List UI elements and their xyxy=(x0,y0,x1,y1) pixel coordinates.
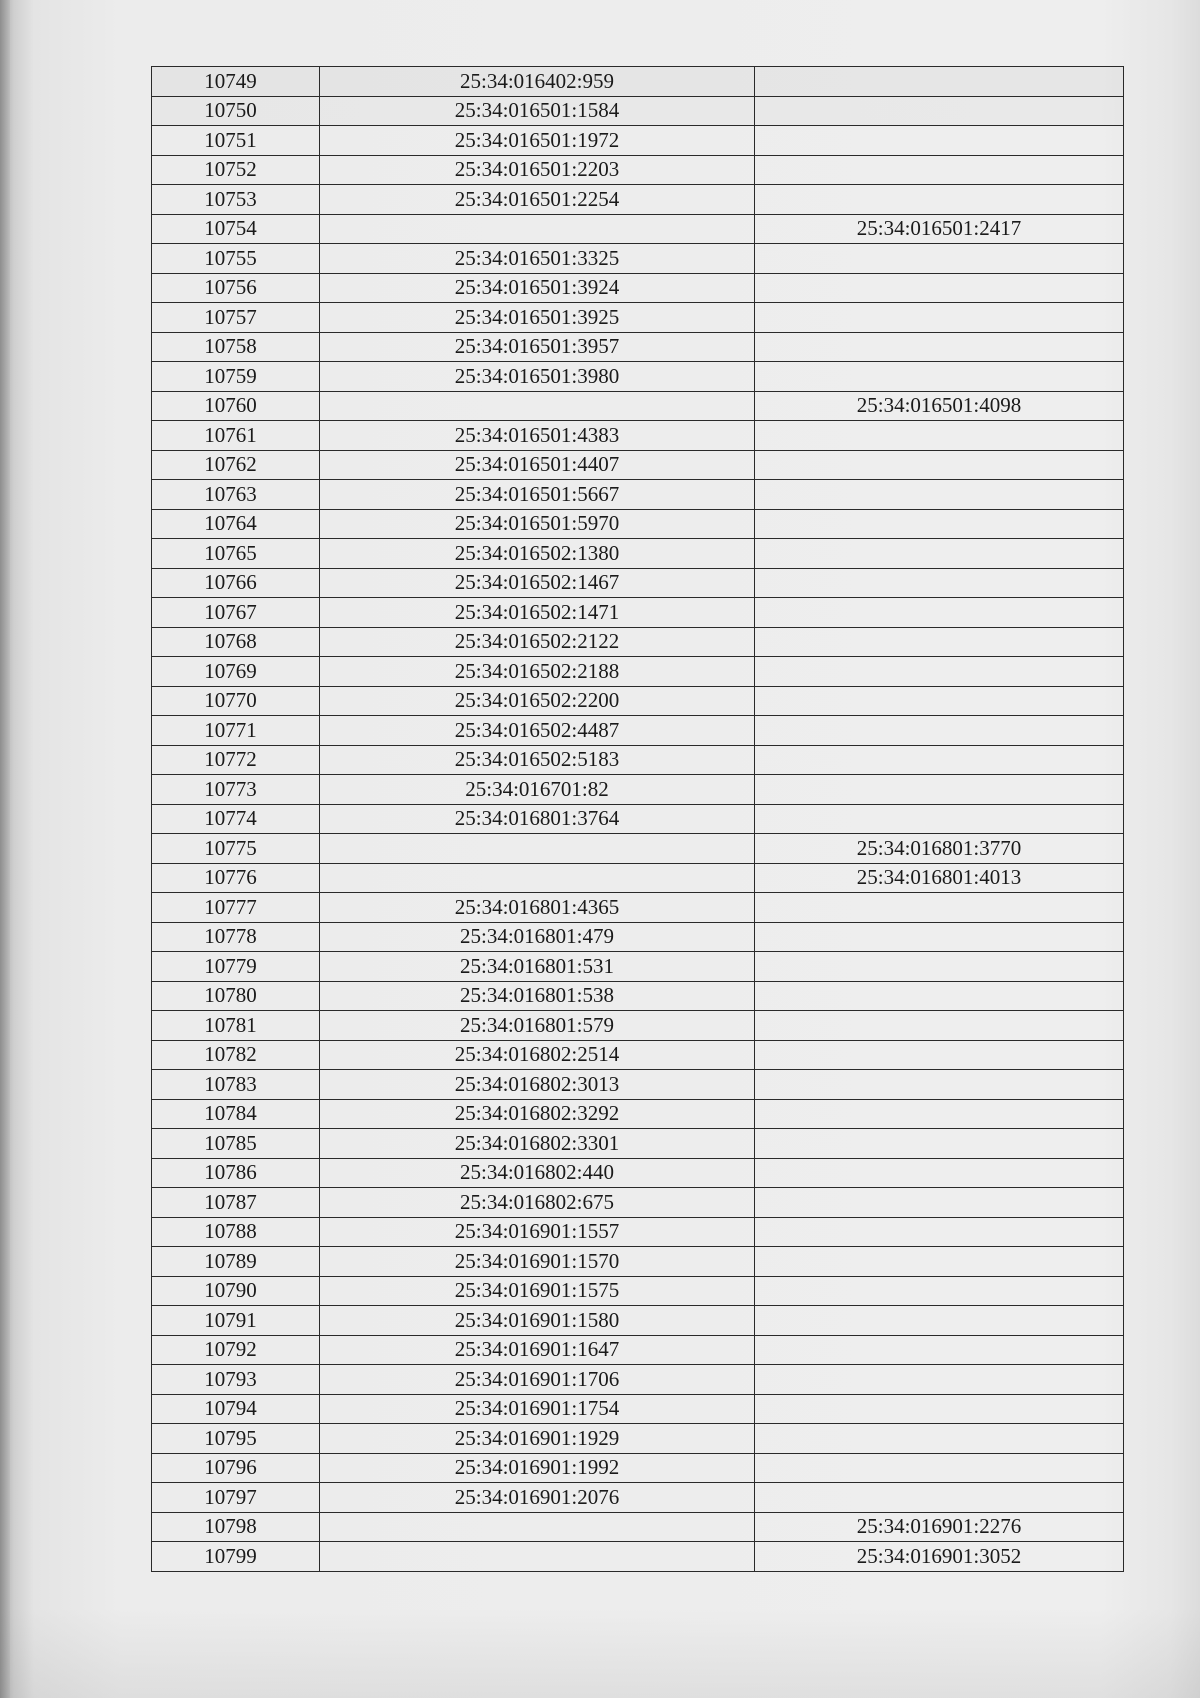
table-row xyxy=(152,332,1124,362)
cadastral-number-cell: 25:34:016801:531 xyxy=(320,952,755,982)
cadastral-number-cell: 25:34:016502:1471 xyxy=(320,598,755,628)
cadastral-number-alt-cell: 25:34:016801:4013 xyxy=(755,863,1124,893)
table-row xyxy=(152,126,1124,156)
cadastral-number-alt-cell xyxy=(755,1453,1124,1483)
cadastral-number-alt-cell xyxy=(755,1099,1124,1129)
table-row xyxy=(152,1365,1124,1395)
row-number-cell: 10796 xyxy=(152,1453,320,1483)
scan-shadow-edge xyxy=(0,0,10,1698)
cadastral-number-cell: 25:34:016501:5667 xyxy=(320,480,755,510)
cadastral-number-alt-cell xyxy=(755,480,1124,510)
table-row xyxy=(152,362,1124,392)
row-number-cell: 10794 xyxy=(152,1394,320,1424)
row-number-cell: 10766 xyxy=(152,568,320,598)
row-number-cell: 10751 xyxy=(152,126,320,156)
row-number-cell: 10773 xyxy=(152,775,320,805)
table-row xyxy=(152,1158,1124,1188)
table-row xyxy=(152,67,1124,97)
cadastral-number-alt-cell xyxy=(755,804,1124,834)
row-number-cell: 10753 xyxy=(152,185,320,215)
cadastral-number-alt-cell: 25:34:016901:2276 xyxy=(755,1512,1124,1542)
cadastral-number-alt-cell xyxy=(755,775,1124,805)
row-number-cell: 10749 xyxy=(152,67,320,97)
row-number-cell: 10754 xyxy=(152,214,320,244)
row-number-cell: 10783 xyxy=(152,1070,320,1100)
table-row xyxy=(152,1453,1124,1483)
cadastral-number-cell: 25:34:016901:1929 xyxy=(320,1424,755,1454)
table-row xyxy=(152,421,1124,451)
cadastral-number-alt-cell xyxy=(755,1217,1124,1247)
cadastral-number-alt-cell xyxy=(755,1188,1124,1218)
row-number-cell: 10799 xyxy=(152,1542,320,1572)
row-number-cell: 10769 xyxy=(152,657,320,687)
scan-shadow-bottom xyxy=(0,1608,1200,1698)
row-number-cell: 10797 xyxy=(152,1483,320,1513)
cadastral-number-cell: 25:34:016802:2514 xyxy=(320,1040,755,1070)
cadastral-number-cell xyxy=(320,391,755,421)
table-row xyxy=(152,952,1124,982)
cadastral-number-alt-cell xyxy=(755,126,1124,156)
row-number-cell: 10788 xyxy=(152,1217,320,1247)
table-row xyxy=(152,1217,1124,1247)
row-number-cell: 10774 xyxy=(152,804,320,834)
cadastral-number-alt-cell xyxy=(755,598,1124,628)
cadastral-number-cell: 25:34:016501:3980 xyxy=(320,362,755,392)
cadastral-number-cell: 25:34:016901:1706 xyxy=(320,1365,755,1395)
cadastral-number-alt-cell xyxy=(755,1040,1124,1070)
table-row xyxy=(152,657,1124,687)
cadastral-number-cell: 25:34:016901:1992 xyxy=(320,1453,755,1483)
cadastral-number-cell: 25:34:016801:4365 xyxy=(320,893,755,923)
cadastral-number-cell: 25:34:016801:479 xyxy=(320,922,755,952)
row-number-cell: 10781 xyxy=(152,1011,320,1041)
cadastral-number-alt-cell xyxy=(755,1011,1124,1041)
table-row xyxy=(152,1542,1124,1572)
cadastral-number-cell xyxy=(320,863,755,893)
table-row xyxy=(152,303,1124,333)
row-number-cell: 10787 xyxy=(152,1188,320,1218)
cadastral-number-cell: 25:34:016501:1972 xyxy=(320,126,755,156)
cadastral-number-cell xyxy=(320,1512,755,1542)
cadastral-number-alt-cell xyxy=(755,1394,1124,1424)
table-row xyxy=(152,1070,1124,1100)
cadastral-number-alt-cell xyxy=(755,1365,1124,1395)
cadastral-number-cell: 25:34:016501:3325 xyxy=(320,244,755,274)
row-number-cell: 10750 xyxy=(152,96,320,126)
table-row xyxy=(152,804,1124,834)
cadastral-number-cell: 25:34:016801:579 xyxy=(320,1011,755,1041)
cadastral-number-cell: 25:34:016502:1467 xyxy=(320,568,755,598)
cadastral-number-cell: 25:34:016502:5183 xyxy=(320,745,755,775)
cadastral-number-cell: 25:34:016501:4383 xyxy=(320,421,755,451)
cadastral-number-alt-cell xyxy=(755,627,1124,657)
row-number-cell: 10771 xyxy=(152,716,320,746)
table-row xyxy=(152,1335,1124,1365)
cadastral-number-cell: 25:34:016501:3924 xyxy=(320,273,755,303)
row-number-cell: 10795 xyxy=(152,1424,320,1454)
cadastral-number-alt-cell xyxy=(755,1129,1124,1159)
row-number-cell: 10789 xyxy=(152,1247,320,1277)
cadastral-number-alt-cell xyxy=(755,922,1124,952)
cadastral-number-alt-cell xyxy=(755,362,1124,392)
table-row xyxy=(152,391,1124,421)
table-row xyxy=(152,185,1124,215)
cadastral-number-cell: 25:34:016502:1380 xyxy=(320,539,755,569)
table-row xyxy=(152,155,1124,185)
cadastral-number-alt-cell xyxy=(755,1483,1124,1513)
table-row xyxy=(152,1483,1124,1513)
cadastral-number-cell: 25:34:016502:2188 xyxy=(320,657,755,687)
table-row xyxy=(152,775,1124,805)
table-row xyxy=(152,1394,1124,1424)
row-number-cell: 10770 xyxy=(152,686,320,716)
table-row xyxy=(152,745,1124,775)
row-number-cell: 10776 xyxy=(152,863,320,893)
cadastral-number-cell: 25:34:016901:1647 xyxy=(320,1335,755,1365)
cadastral-number-cell: 25:34:016402:959 xyxy=(320,67,755,97)
cadastral-number-cell: 25:34:016501:2254 xyxy=(320,185,755,215)
cadastral-number-cell: 25:34:016501:3925 xyxy=(320,303,755,333)
cadastral-number-alt-cell: 25:34:016901:3052 xyxy=(755,1542,1124,1572)
table-row xyxy=(152,244,1124,274)
cadastral-number-cell: 25:34:016802:675 xyxy=(320,1188,755,1218)
row-number-cell: 10757 xyxy=(152,303,320,333)
cadastral-number-cell: 25:34:016501:1584 xyxy=(320,96,755,126)
table-row xyxy=(152,627,1124,657)
table-row xyxy=(152,480,1124,510)
cadastral-number-cell: 25:34:016502:2200 xyxy=(320,686,755,716)
cadastral-number-cell xyxy=(320,1542,755,1572)
row-number-cell: 10792 xyxy=(152,1335,320,1365)
cadastral-number-cell: 25:34:016502:2122 xyxy=(320,627,755,657)
row-number-cell: 10763 xyxy=(152,480,320,510)
row-number-cell: 10765 xyxy=(152,539,320,569)
cadastral-number-alt-cell xyxy=(755,509,1124,539)
table-row xyxy=(152,1306,1124,1336)
row-number-cell: 10775 xyxy=(152,834,320,864)
row-number-cell: 10778 xyxy=(152,922,320,952)
table-row xyxy=(152,834,1124,864)
row-number-cell: 10785 xyxy=(152,1129,320,1159)
row-number-cell: 10784 xyxy=(152,1099,320,1129)
row-number-cell: 10758 xyxy=(152,332,320,362)
row-number-cell: 10762 xyxy=(152,450,320,480)
table-row xyxy=(152,1247,1124,1277)
row-number-cell: 10760 xyxy=(152,391,320,421)
table-row xyxy=(152,1188,1124,1218)
cadastral-number-alt-cell: 25:34:016501:4098 xyxy=(755,391,1124,421)
cadastral-number-alt-cell xyxy=(755,893,1124,923)
table-row xyxy=(152,450,1124,480)
cadastral-number-alt-cell xyxy=(755,1306,1124,1336)
cadastral-number-cell: 25:34:016901:1557 xyxy=(320,1217,755,1247)
row-number-cell: 10755 xyxy=(152,244,320,274)
cadastral-number-cell: 25:34:016501:4407 xyxy=(320,450,755,480)
row-number-cell: 10790 xyxy=(152,1276,320,1306)
cadastral-number-alt-cell: 25:34:016501:2417 xyxy=(755,214,1124,244)
cadastral-number-cell: 25:34:016802:3301 xyxy=(320,1129,755,1159)
cadastral-number-alt-cell xyxy=(755,303,1124,333)
cadastral-number-alt-cell xyxy=(755,686,1124,716)
cadastral-number-cell: 25:34:016502:4487 xyxy=(320,716,755,746)
cadastral-number-cell xyxy=(320,214,755,244)
cadastral-number-alt-cell xyxy=(755,421,1124,451)
cadastral-number-cell: 25:34:016901:2076 xyxy=(320,1483,755,1513)
cadastral-number-cell: 25:34:016801:3764 xyxy=(320,804,755,834)
table-row xyxy=(152,1040,1124,1070)
table-row xyxy=(152,598,1124,628)
cadastral-number-alt-cell xyxy=(755,273,1124,303)
row-number-cell: 10791 xyxy=(152,1306,320,1336)
table-row xyxy=(152,981,1124,1011)
table-row xyxy=(152,863,1124,893)
cadastral-number-alt-cell xyxy=(755,450,1124,480)
cadastral-number-cell: 25:34:016802:440 xyxy=(320,1158,755,1188)
row-number-cell: 10786 xyxy=(152,1158,320,1188)
row-number-cell: 10759 xyxy=(152,362,320,392)
cadastral-number-alt-cell xyxy=(755,1276,1124,1306)
row-number-cell: 10752 xyxy=(152,155,320,185)
table-row xyxy=(152,509,1124,539)
cadastral-number-alt-cell xyxy=(755,716,1124,746)
table-row xyxy=(152,1512,1124,1542)
cadastral-number-alt-cell xyxy=(755,96,1124,126)
row-number-cell: 10761 xyxy=(152,421,320,451)
table-row xyxy=(152,716,1124,746)
table-row xyxy=(152,1011,1124,1041)
row-number-cell: 10793 xyxy=(152,1365,320,1395)
cadastral-number-cell: 25:34:016501:5970 xyxy=(320,509,755,539)
cadastral-number-table xyxy=(151,66,1124,1572)
row-number-cell: 10782 xyxy=(152,1040,320,1070)
row-number-cell: 10780 xyxy=(152,981,320,1011)
cadastral-number-alt-cell xyxy=(755,568,1124,598)
cadastral-number-alt-cell xyxy=(755,1424,1124,1454)
row-number-cell: 10768 xyxy=(152,627,320,657)
row-number-cell: 10777 xyxy=(152,893,320,923)
cadastral-number-alt-cell xyxy=(755,1247,1124,1277)
cadastral-number-alt-cell xyxy=(755,981,1124,1011)
row-number-cell: 10798 xyxy=(152,1512,320,1542)
cadastral-number-alt-cell xyxy=(755,244,1124,274)
cadastral-number-alt-cell xyxy=(755,745,1124,775)
table-row xyxy=(152,96,1124,126)
cadastral-number-alt-cell: 25:34:016801:3770 xyxy=(755,834,1124,864)
table-row xyxy=(152,1276,1124,1306)
cadastral-number-alt-cell xyxy=(755,539,1124,569)
row-number-cell: 10767 xyxy=(152,598,320,628)
cadastral-number-cell: 25:34:016802:3013 xyxy=(320,1070,755,1100)
cadastral-number-cell: 25:34:016701:82 xyxy=(320,775,755,805)
cadastral-number-cell: 25:34:016501:3957 xyxy=(320,332,755,362)
cadastral-number-cell: 25:34:016901:1580 xyxy=(320,1306,755,1336)
cadastral-number-cell: 25:34:016801:538 xyxy=(320,981,755,1011)
cadastral-number-alt-cell xyxy=(755,1158,1124,1188)
cadastral-number-cell xyxy=(320,834,755,864)
cadastral-number-alt-cell xyxy=(755,155,1124,185)
table-row xyxy=(152,686,1124,716)
cadastral-number-cell: 25:34:016901:1754 xyxy=(320,1394,755,1424)
table-row xyxy=(152,539,1124,569)
cadastral-number-alt-cell xyxy=(755,657,1124,687)
table-body xyxy=(152,67,1124,1572)
table-row xyxy=(152,1424,1124,1454)
cadastral-number-cell: 25:34:016901:1570 xyxy=(320,1247,755,1277)
table-row xyxy=(152,273,1124,303)
table-row xyxy=(152,893,1124,923)
row-number-cell: 10764 xyxy=(152,509,320,539)
cadastral-number-cell: 25:34:016501:2203 xyxy=(320,155,755,185)
row-number-cell: 10779 xyxy=(152,952,320,982)
cadastral-number-alt-cell xyxy=(755,1070,1124,1100)
cadastral-number-alt-cell xyxy=(755,67,1124,97)
cadastral-number-alt-cell xyxy=(755,185,1124,215)
cadastral-number-alt-cell xyxy=(755,1335,1124,1365)
cadastral-number-cell: 25:34:016802:3292 xyxy=(320,1099,755,1129)
cadastral-number-alt-cell xyxy=(755,332,1124,362)
table-row xyxy=(152,214,1124,244)
row-number-cell: 10772 xyxy=(152,745,320,775)
cadastral-number-alt-cell xyxy=(755,952,1124,982)
table-row xyxy=(152,1129,1124,1159)
table-row xyxy=(152,922,1124,952)
cadastral-number-cell: 25:34:016901:1575 xyxy=(320,1276,755,1306)
row-number-cell: 10756 xyxy=(152,273,320,303)
table-row xyxy=(152,1099,1124,1129)
table-row xyxy=(152,568,1124,598)
